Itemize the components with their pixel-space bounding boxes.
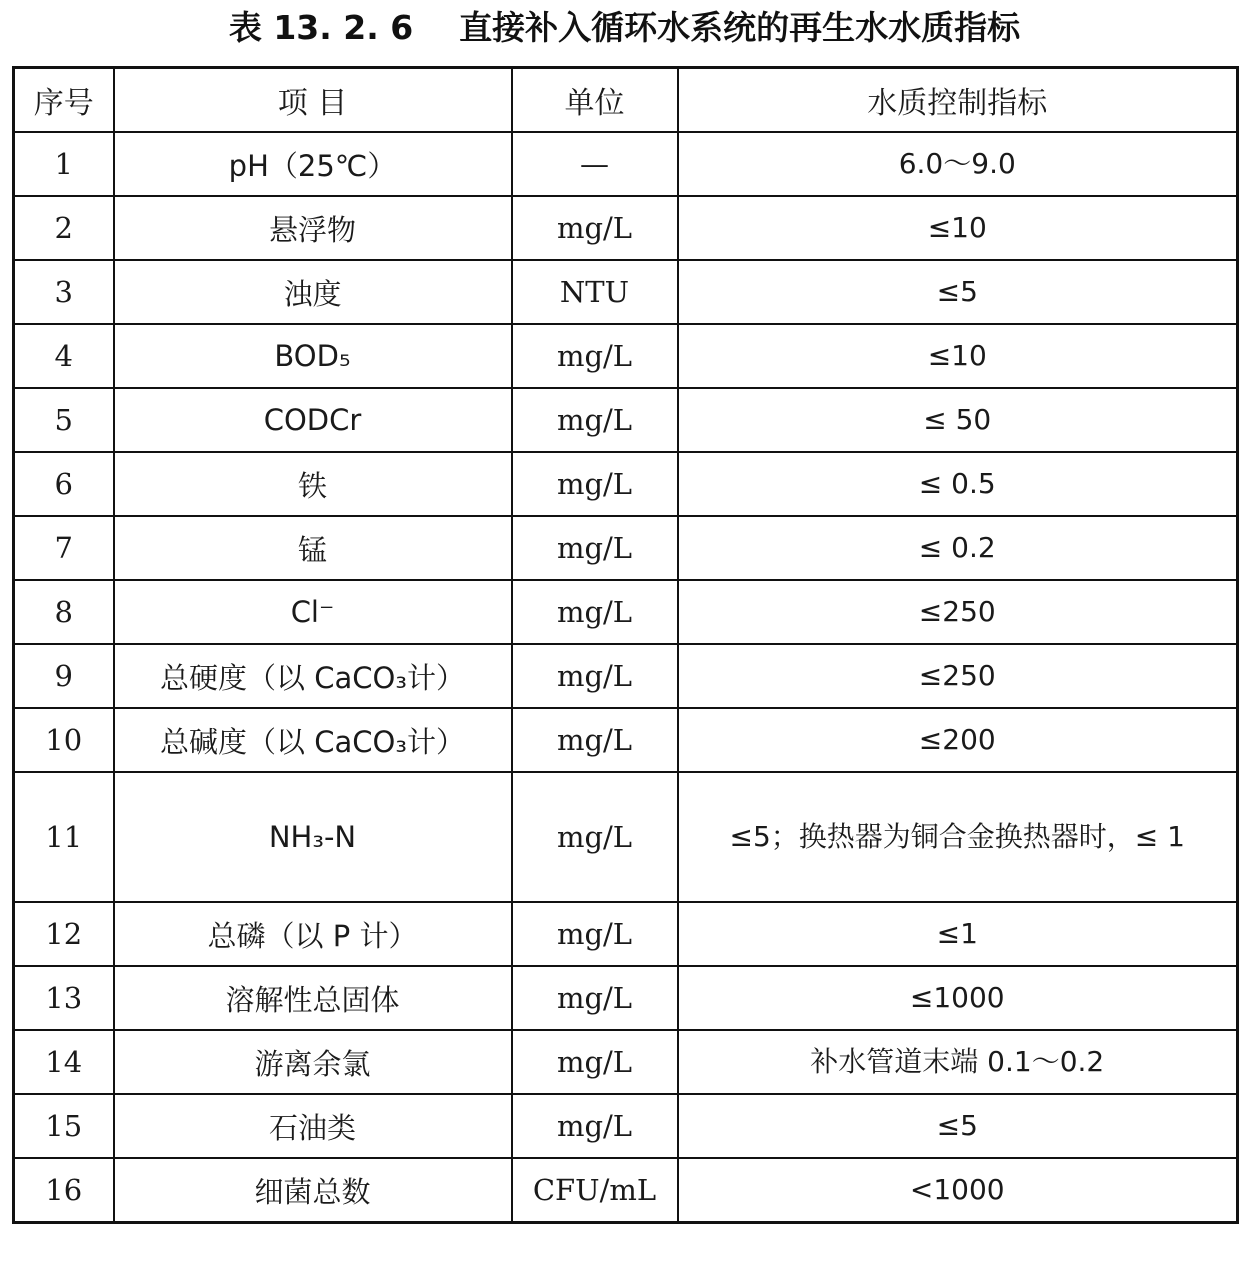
- cell-unit: mg/L: [512, 644, 678, 708]
- cell-no: 4: [14, 324, 114, 388]
- cell-value: ≤1000: [678, 966, 1238, 1030]
- cell-item: BOD₅: [114, 324, 512, 388]
- table-row: [14, 1158, 1238, 1223]
- cell-no: 2: [14, 196, 114, 260]
- header-unit: 单位: [512, 68, 678, 133]
- cell-no: 1: [14, 132, 114, 196]
- cell-no: 15: [14, 1094, 114, 1158]
- cell-no: 16: [14, 1158, 114, 1223]
- table-header: [14, 68, 1238, 133]
- cell-item: Cl⁻: [114, 580, 512, 644]
- cell-value: ≤5；换热器为铜合金换热器时，≤ 1: [678, 772, 1238, 902]
- cell-unit: NTU: [512, 260, 678, 324]
- cell-no: 13: [14, 966, 114, 1030]
- cell-unit: mg/L: [512, 902, 678, 966]
- cell-no: 5: [14, 388, 114, 452]
- cell-no: 12: [14, 902, 114, 966]
- cell-item: 细菌总数: [114, 1158, 512, 1223]
- cell-unit: mg/L: [512, 580, 678, 644]
- cell-value: ≤ 50: [678, 388, 1238, 452]
- table-row: [14, 324, 1238, 388]
- table-row: [14, 452, 1238, 516]
- table-row: [14, 966, 1238, 1030]
- cell-no: 9: [14, 644, 114, 708]
- table-row: [14, 1094, 1238, 1158]
- cell-no: 6: [14, 452, 114, 516]
- cell-item: NH₃-N: [114, 772, 512, 902]
- table-row: [14, 708, 1238, 772]
- cell-no: 7: [14, 516, 114, 580]
- table-row: [14, 902, 1238, 966]
- cell-value: ≤10: [678, 324, 1238, 388]
- header-row: [14, 68, 1238, 133]
- cell-unit: mg/L: [512, 1030, 678, 1094]
- cell-unit: mg/L: [512, 324, 678, 388]
- table-row: [14, 260, 1238, 324]
- header-value: 水质控制指标: [678, 68, 1238, 133]
- cell-unit: mg/L: [512, 772, 678, 902]
- table-body: [14, 132, 1238, 1223]
- table-row: [14, 132, 1238, 196]
- cell-unit: mg/L: [512, 388, 678, 452]
- cell-item: 总磷（以 P 计）: [114, 902, 512, 966]
- cell-no: 10: [14, 708, 114, 772]
- cell-item: 悬浮物: [114, 196, 512, 260]
- cell-no: 3: [14, 260, 114, 324]
- cell-value: <1000: [678, 1158, 1238, 1223]
- header-item: 项 目: [114, 68, 512, 133]
- cell-no: 14: [14, 1030, 114, 1094]
- cell-item: 总硬度（以 CaCO₃计）: [114, 644, 512, 708]
- cell-unit: CFU/mL: [512, 1158, 678, 1223]
- cell-unit: mg/L: [512, 516, 678, 580]
- water-quality-table: [12, 66, 1239, 1224]
- cell-unit: mg/L: [512, 1094, 678, 1158]
- cell-value: ≤ 0.2: [678, 516, 1238, 580]
- table-row: [14, 516, 1238, 580]
- cell-value: ≤1: [678, 902, 1238, 966]
- table-row: [14, 196, 1238, 260]
- cell-item: 浊度: [114, 260, 512, 324]
- cell-value: ≤200: [678, 708, 1238, 772]
- cell-item: 游离余氯: [114, 1030, 512, 1094]
- cell-value: ≤250: [678, 644, 1238, 708]
- cell-value: ≤250: [678, 580, 1238, 644]
- cell-no: 8: [14, 580, 114, 644]
- cell-item: CODCr: [114, 388, 512, 452]
- cell-unit: mg/L: [512, 452, 678, 516]
- cell-value: ≤ 0.5: [678, 452, 1238, 516]
- table-row: [14, 388, 1238, 452]
- cell-item: 锰: [114, 516, 512, 580]
- cell-item: 铁: [114, 452, 512, 516]
- table-row: [14, 1030, 1238, 1094]
- table-title: 表 13. 2. 6 直接补入循环水系统的再生水水质指标: [228, 8, 1021, 47]
- table-row: [14, 580, 1238, 644]
- cell-unit: mg/L: [512, 196, 678, 260]
- table-row: [14, 772, 1238, 902]
- cell-value: ≤5: [678, 260, 1238, 324]
- header-no: 序号: [14, 68, 114, 133]
- table-row: [14, 644, 1238, 708]
- cell-item: 总碱度（以 CaCO₃计）: [114, 708, 512, 772]
- cell-value: 6.0～9.0: [678, 132, 1238, 196]
- cell-value: 补水管道末端 0.1～0.2: [678, 1030, 1238, 1094]
- cell-unit: mg/L: [512, 708, 678, 772]
- cell-unit: —: [512, 132, 678, 196]
- cell-item: 石油类: [114, 1094, 512, 1158]
- cell-value: ≤10: [678, 196, 1238, 260]
- cell-item: pH（25℃）: [114, 132, 512, 196]
- cell-value: ≤5: [678, 1094, 1238, 1158]
- cell-no: 11: [14, 772, 114, 902]
- cell-item: 溶解性总固体: [114, 966, 512, 1030]
- cell-unit: mg/L: [512, 966, 678, 1030]
